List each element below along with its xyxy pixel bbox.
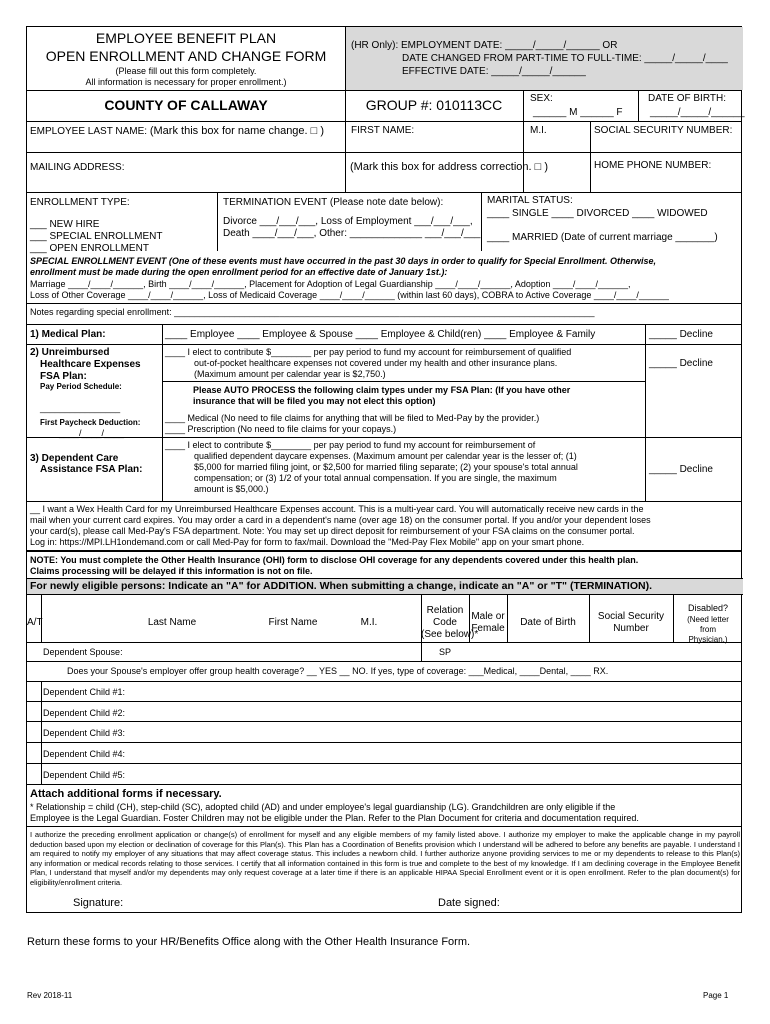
form-subtitle-line2: All information is necessary for proper enrollment.) bbox=[85, 77, 287, 87]
col-ssn-2: Number bbox=[613, 623, 649, 634]
col-at: A/T bbox=[27, 617, 43, 628]
unreimbursed-decline[interactable]: _____ Decline bbox=[649, 358, 713, 369]
enrollment-form bbox=[26, 26, 745, 913]
page-number: Page 1 bbox=[703, 991, 729, 1000]
dob-label: DATE OF BIRTH: bbox=[648, 93, 726, 104]
special-event-dates-1[interactable]: Marriage ____/____/______, Birth ____/____/______, Placement for Adoption of Legal Guardianship ____/____/______, Adoption ____/____/______, bbox=[30, 279, 631, 289]
home-phone-label[interactable]: HOME PHONE NUMBER: bbox=[594, 160, 712, 171]
enrollment-type-label: ENROLLMENT TYPE: bbox=[30, 197, 130, 208]
dependent-child-4[interactable]: Dependent Child #4: bbox=[43, 749, 126, 759]
hr-employment-date: (HR Only): EMPLOYMENT DATE: _____/_____/______ OR bbox=[351, 40, 618, 51]
form-title-line1: EMPLOYEE BENEFIT PLAN bbox=[95, 30, 277, 46]
ohi-note-1: NOTE: You must complete the Other Health Insurance (OHI) form to disclose OHI coverage for any dependents covered under this health plan. bbox=[30, 555, 639, 565]
medical-plan-label: 1) Medical Plan: bbox=[30, 329, 106, 340]
spouse-coverage-question[interactable]: Does your Spouse's employer offer group health coverage? __ YES __ NO. If yes, type of coverage: ___Medical, ____Dental, ____ RX. bbox=[67, 666, 609, 676]
mi-label[interactable]: M.I. bbox=[530, 125, 547, 136]
marital-status-options[interactable]: ____ SINGLE ____ DIVORCED ____ WIDOWED bbox=[487, 208, 708, 219]
employee-last-name-label[interactable] bbox=[30, 125, 324, 138]
ssn-label[interactable]: SOCIAL SECURITY NUMBER: bbox=[594, 125, 733, 136]
unreimbursed-elect[interactable]: ____ I elect to contribute $________ per pay period to fund my account for reimbursement of qualified bbox=[165, 347, 572, 357]
pay-period-label: Pay Period Schedule: bbox=[40, 382, 122, 391]
pay-period-field[interactable]: ________________ bbox=[40, 403, 121, 413]
col-disabled-3: from bbox=[700, 625, 716, 634]
hr-changed-fulltime: DATE CHANGED FROM PART-TIME TO FULL-TIME: _____/_____/____ bbox=[402, 53, 728, 64]
medical-decline[interactable]: _____ Decline bbox=[649, 329, 713, 340]
dependent-care-text-3: $5,000 for married filing joint, or $2,500 for married filing separate; (2) your spouse's total annual bbox=[194, 462, 578, 472]
first-paycheck-field[interactable]: ____/____/____ bbox=[59, 428, 125, 438]
signature-label[interactable]: Signature: bbox=[73, 897, 124, 909]
termination-event-label: TERMINATION EVENT (Please note date below): bbox=[223, 197, 444, 208]
dependent-child-2[interactable]: Dependent Child #2: bbox=[43, 708, 126, 718]
unreimbursed-label-3: FSA Plan: bbox=[40, 371, 87, 382]
marital-status-label: MARITAL STATUS: bbox=[487, 195, 573, 206]
dependent-child-3[interactable]: Dependent Child #3: bbox=[43, 728, 126, 738]
termination-dates-line1[interactable]: Divorce ___/___/___, Loss of Employment ___/___/___, bbox=[223, 216, 473, 227]
col-last-name: Last Name bbox=[147, 617, 197, 628]
new-hire-option[interactable]: ___ NEW HIRE bbox=[30, 219, 100, 230]
col-disabled-4: Physician.) bbox=[688, 635, 728, 644]
unreimbursed-text-3: (Maximum amount per calendar year is $2,750.) bbox=[194, 369, 386, 379]
wex-portal-link[interactable]: Log in: https://MPI.LH1ondemand.com or call Med-Pay for form to fax/mail. Download the "Med-Pay Flex Mobile" app on your smart phone. bbox=[30, 537, 585, 547]
sex-label: SEX: bbox=[530, 93, 553, 104]
dependent-child-1[interactable]: Dependent Child #1: bbox=[43, 687, 126, 697]
dependent-spouse-label: Dependent Spouse: bbox=[43, 647, 123, 657]
dependent-care-label-2: Assistance FSA Plan: bbox=[40, 464, 143, 475]
married-option[interactable]: ____ MARRIED (Date of current marriage _______) bbox=[487, 232, 718, 243]
wex-text-2: mail when your current card expires. You may order a card in a dependent's name (over age 18) on the consumer portal. If you and/or your dependent loses bbox=[30, 515, 651, 525]
ohi-note-2: Claims processing will be delayed if this information is not on file. bbox=[30, 566, 313, 576]
attach-forms-heading: Attach additional forms if necessary. bbox=[30, 788, 222, 800]
col-male-female-2: Female bbox=[471, 623, 505, 634]
special-enrollment-heading: SPECIAL ENROLLMENT EVENT (One of these events must have occurred in the past 30 days in order to qualify for Special Enrollment. Otherwise, bbox=[30, 256, 656, 266]
wex-card-option[interactable]: __ I want a Wex Health Card for my Unreimbursed Healthcare Expenses account. This is a multi-year card. You will automatically receive new cards in the bbox=[30, 504, 644, 514]
spouse-relation-code: SP bbox=[438, 647, 451, 657]
form-title-line2: OPEN ENROLLMENT AND CHANGE FORM bbox=[45, 48, 327, 64]
col-disabled-1: Disabled? bbox=[687, 603, 729, 613]
first-name-label[interactable]: FIRST NAME: bbox=[351, 125, 415, 136]
medical-plan-options[interactable]: ____ Employee ____ Employee & Spouse ____ Employee & Child(ren) ____ Employee & Family bbox=[165, 329, 596, 340]
col-first-name: First Name bbox=[268, 617, 318, 628]
last-name-label-text: EMPLOYEE LAST NAME: bbox=[30, 126, 148, 137]
county-name: COUNTY OF CALLAWAY bbox=[104, 97, 268, 113]
group-number: GROUP #: 010113CC bbox=[365, 97, 503, 113]
auto-process-heading-2: insurance that will be filed you may not elect this option) bbox=[193, 396, 436, 406]
col-relation-3: (See below)* bbox=[421, 629, 479, 640]
wex-text-3: your card(s), please call Med-Pay's FSA department. Note: You may set up direct deposit for reimbursement of your FSA claims on the consumer portal. bbox=[30, 526, 635, 536]
dependent-care-text-5: amount is $5,000.) bbox=[194, 484, 269, 494]
hr-only-block bbox=[345, 27, 743, 90]
col-relation-2: Code bbox=[433, 617, 457, 628]
authorization-text: I authorize the preceding enrollment application or change(s) of enrollment for myself and any eligible members of my family listed above. I authorize my employer to make the applicable change in my payroll deduction based upon my election or declination of coverage for this Plan(s). This Plan has a Coordination of Benefits provision which I understand will be adhered to before any benefits are payable. I understand I am required to notify my employer of any situations that may affect coverage status. This includes a newborn child. I further authorize anyone providing services to me or my dependents to release to this Plan(s) any information or medical records relating to those services. I certify that all information contained in this form is true and complete to the best of my knowledge. If I am declining coverage in the Employee Benefit Plan, I understand that myself and/or my dependents may only request coverage at a later time if there is an applicable HIPAA Special Enrollment event or it is open enrollment. Refer to the plan document(s) for eligibility/enrollment criteria. bbox=[30, 830, 740, 887]
col-ssn-1: Social Security bbox=[597, 611, 665, 622]
dependent-care-text-4: compensation; or (3) 1/2 of your total annual compensation. If you are single, the maximum bbox=[194, 473, 557, 483]
unreimbursed-label-2: Healthcare Expenses bbox=[40, 359, 141, 370]
col-male-female-1: Male or bbox=[471, 611, 505, 622]
auto-process-heading: Please AUTO PROCESS the following claim types under my FSA Plan: (If you have other bbox=[193, 385, 571, 395]
col-mi: M.I. bbox=[360, 617, 378, 628]
relationship-definition-1: * Relationship = child (CH), step-child (SC), adopted child (AD) and under employee's legal guardianship (LG). Grandchildren are only eligible if the bbox=[30, 802, 616, 812]
mailing-address-label[interactable]: MAILING ADDRESS: bbox=[30, 162, 125, 173]
address-correction-checkbox[interactable]: (Mark this box for address correction. □ ) bbox=[350, 161, 548, 173]
open-enrollment-option[interactable]: ___ OPEN ENROLLMENT bbox=[30, 243, 149, 254]
prescription-claim-option[interactable]: ____ Prescription (No need to file claims for your copays.) bbox=[165, 424, 397, 434]
return-instructions: Return these forms to your HR/Benefits Office along with the Other Health Insurance Form. bbox=[27, 936, 471, 948]
dob-field[interactable]: _____/_____/______ bbox=[650, 107, 745, 118]
name-change-checkbox[interactable]: (Mark this box for name change. □ ) bbox=[149, 125, 325, 137]
first-paycheck-label: First Paycheck Deduction: bbox=[40, 418, 141, 427]
dependent-care-elect[interactable]: ____ I elect to contribute $________ per pay period to fund my account for reimbursement of bbox=[165, 440, 536, 450]
dependent-care-decline[interactable]: _____ Decline bbox=[649, 464, 713, 475]
termination-dates-line2[interactable]: Death ____/___/___, Other: _____________ ___/___/___ bbox=[223, 228, 481, 239]
special-event-dates-2[interactable]: Loss of Other Coverage ____/____/______, Loss of Medicaid Coverage ____/____/______ (within last 60 days), COBRA to Active Coverage ____/____/______ bbox=[30, 290, 669, 300]
form-title-block bbox=[27, 27, 345, 90]
hr-effective-date: EFFECTIVE DATE: _____/_____/______ bbox=[402, 66, 586, 77]
col-relation-1: Relation bbox=[426, 605, 464, 616]
dependent-child-5[interactable]: Dependent Child #5: bbox=[43, 770, 126, 780]
relationship-definition-2: Employee is the Legal Guardian. Foster Children may not be eligible under the Plan. Refer to the Plan Document for criteria and documentation required. bbox=[30, 813, 639, 823]
dependent-care-text-2: qualified dependent daycare expenses. (Maximum amount per calendar year is the lesser of; (1) bbox=[194, 451, 577, 461]
medical-claim-option[interactable]: ____ Medical (No need to file claims for anything that will be filed to Med-Pay by the provider.) bbox=[165, 413, 540, 423]
special-enrollment-option[interactable]: ___ SPECIAL ENROLLMENT bbox=[30, 231, 163, 242]
dependents-banner-text: For newly eligible persons: Indicate an "A" for ADDITION. When submitting a change, indicate an "A" or "T" (TERMINATION). bbox=[30, 580, 652, 592]
dependents-banner bbox=[27, 578, 743, 595]
date-signed-label[interactable]: Date signed: bbox=[438, 897, 500, 909]
revision-label: Rev 2018-11 bbox=[27, 991, 73, 1000]
dependent-care-label-1: 3) Dependent Care bbox=[30, 453, 119, 464]
unreimbursed-label-1: 2) Unreimbursed bbox=[30, 347, 110, 358]
special-enrollment-heading-2: enrollment must be made during the open enrollment period for an effective date of January 1st.): bbox=[30, 267, 448, 277]
col-disabled-2: (Need letter bbox=[687, 615, 729, 624]
col-date-of-birth: Date of Birth bbox=[520, 617, 576, 628]
sex-field[interactable]: ______ M ______ F bbox=[533, 107, 623, 118]
special-enrollment-notes[interactable]: Notes regarding special enrollment: ____________________________________________________________________________________ bbox=[30, 307, 595, 317]
unreimbursed-text-2: out-of-pocket healthcare expenses not covered under my health and other insurance plans. bbox=[194, 358, 558, 368]
form-subtitle-line1: (Please fill out this form completely. bbox=[115, 66, 257, 76]
